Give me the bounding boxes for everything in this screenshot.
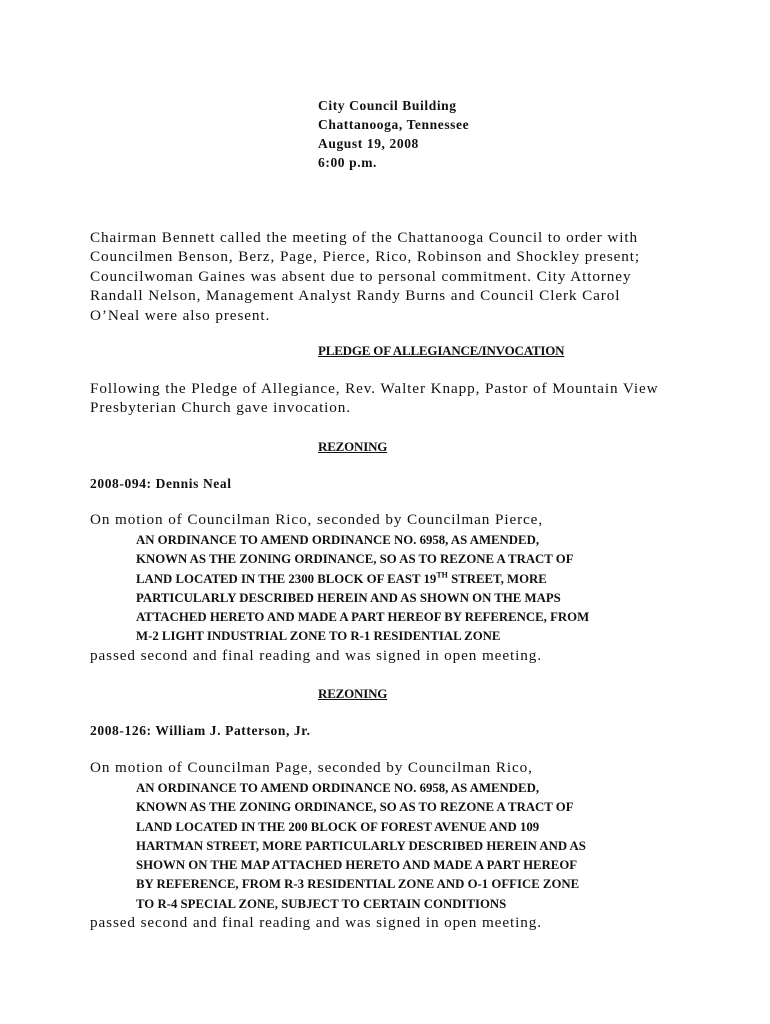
case-title: 2008-094: Dennis Neal [90,476,232,491]
pledge-line: Presbyterian Church gave invocation. [90,399,351,417]
pledge-line: Following the Pledge of Allegiance, Rev. Walter Knapp, Pastor of Mountain View [90,380,659,397]
ordinance-text [136,531,634,647]
pledge-heading: PLEDGE OF ALLEGIANCE/INVOCATION [318,343,565,358]
result-line: passed second and final reading and was signed in open meeting. [90,647,542,664]
ordinance-line: PARTICULARLY DESCRIBED HEREIN AND AS SHOWN ON THE MAPS [136,590,561,605]
ordinance-line-part: STREET, MORE [447,571,547,586]
motion-line: On motion of Councilman Rico, seconded by Councilman Pierce, [90,511,544,528]
result-line: passed second and final reading and was signed in open meeting. [90,914,542,931]
ordinance-line: LAND LOCATED IN THE 200 BLOCK OF FOREST AVENUE AND 109 [136,819,540,834]
ordinance-line: SHOWN ON THE MAP ATTACHED HERETO AND MADE A PART HEREOF [136,858,578,873]
ordinance-line-part: LAND LOCATED IN THE 2300 BLOCK OF EAST 19 [136,571,437,586]
header-time: 6:00 p.m. [318,155,378,170]
ordinance-line: ATTACHED HERETO AND MADE A PART HEREOF BY REFERENCE, FROM [136,610,590,625]
opening-line: Councilmen Benson, Berz, Page, Pierce, Rico, Robinson and Shockley present; [90,248,641,266]
rezoning-heading: REZONING [318,686,388,701]
ordinance-line: KNOWN AS THE ZONING ORDINANCE, SO AS TO REZONE A TRACT OF [136,800,574,815]
opening-line: Randall Nelson, Management Analyst Randy Burns and Council Clerk Carol [90,287,621,305]
ordinance-line [136,570,634,589]
opening-paragraph [90,228,682,325]
header-location: Chattanooga, Tennessee [318,117,470,132]
opening-line: Chairman Bennett called the meeting of the Chattanooga Council to order with [90,229,638,246]
rezoning-heading: REZONING [318,439,388,454]
header-building: City Council Building [318,98,457,113]
motion-line: On motion of Councilman Page, seconded by Councilman Rico, [90,759,533,776]
pledge-paragraph [90,379,682,418]
ordinance-superscript: TH [436,570,448,580]
ordinance-line: TO R-4 SPECIAL ZONE, SUBJECT TO CERTAIN CONDITIONS [136,896,507,911]
ordinance-line: AN ORDINANCE TO AMEND ORDINANCE NO. 6958, AS AMENDED, [136,781,540,795]
ordinance-line: HARTMAN STREET, MORE PARTICULARLY DESCRIBED HEREIN AND AS [136,838,586,853]
opening-line: Councilwoman Gaines was absent due to personal commitment. City Attorney [90,267,632,285]
case-title: 2008-126: William J. Patterson, Jr. [90,723,311,738]
header-date: August 19, 2008 [318,136,419,151]
ordinance-line: BY REFERENCE, FROM R-3 RESIDENTIAL ZONE AND O-1 OFFICE ZONE [136,877,580,892]
ordinance-text [136,779,634,914]
meeting-header [318,96,469,172]
ordinance-line: AN ORDINANCE TO AMEND ORDINANCE NO. 6958, AS AMENDED, [136,533,540,547]
opening-line: O’Neal were also present. [90,306,271,324]
ordinance-line: M-2 LIGHT INDUSTRIAL ZONE TO R-1 RESIDENTIAL ZONE [136,629,501,644]
ordinance-line: KNOWN AS THE ZONING ORDINANCE, SO AS TO REZONE A TRACT OF [136,552,574,567]
